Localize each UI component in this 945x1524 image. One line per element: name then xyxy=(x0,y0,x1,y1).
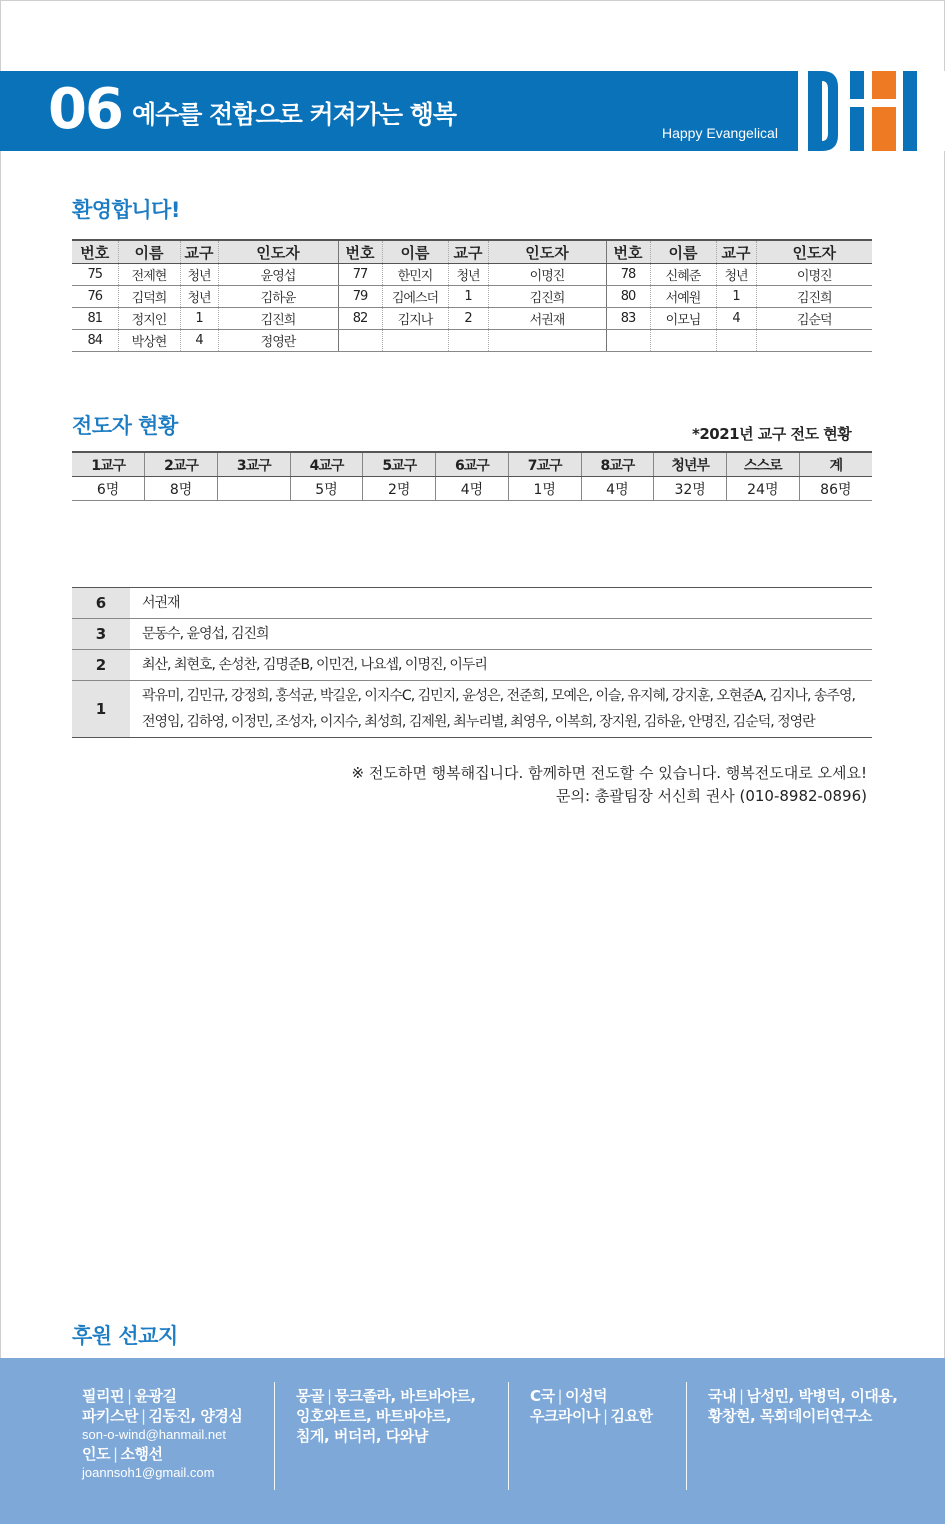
table-cell: 5명 xyxy=(290,477,363,501)
table-row xyxy=(72,650,872,681)
missionary-name: 소행선 xyxy=(120,1445,163,1463)
table-row xyxy=(72,308,872,330)
separator: | xyxy=(126,1387,132,1405)
table-row xyxy=(72,286,872,308)
table-cell: 김지나 xyxy=(382,308,448,330)
table-cell: 김진희 xyxy=(756,286,872,308)
evangelist-count: 6 xyxy=(72,588,130,619)
table-cell: 1 xyxy=(180,308,218,330)
table-cell: 83 xyxy=(606,308,650,330)
footnote xyxy=(352,762,867,808)
section-number: 06 xyxy=(48,77,122,142)
missionary-footer xyxy=(0,1358,945,1524)
col-header: 1교구 xyxy=(72,452,145,477)
table-row xyxy=(72,681,872,738)
table-cell: 77 xyxy=(338,264,382,286)
col-header: 인도자 xyxy=(488,240,606,264)
missionary-name: 잉호와트르, 바트바야르, xyxy=(296,1407,452,1425)
page-subtitle: Happy Evangelical xyxy=(662,125,778,141)
status-table xyxy=(72,451,872,501)
country-label: C국 xyxy=(530,1387,555,1405)
separator: | xyxy=(112,1445,118,1463)
table-cell: 청년 xyxy=(180,286,218,308)
table-cell: 서예원 xyxy=(650,286,716,308)
table-cell xyxy=(382,330,448,352)
col-header: 8교구 xyxy=(581,452,654,477)
table-cell: 82 xyxy=(338,308,382,330)
missionary-name: 뭉크졸라, 바트바야르, xyxy=(334,1387,476,1405)
evangelist-names: 서권재 xyxy=(130,588,872,619)
col-header: 6교구 xyxy=(436,452,509,477)
missionary-title: 후원 선교지 xyxy=(72,1324,178,1348)
table-cell: 1명 xyxy=(508,477,581,501)
table-cell: 청년 xyxy=(448,264,488,286)
evangelist-names: 곽유미, 김민규, 강정희, 홍석균, 박길운, 이지수C, 김민지, 윤성은, 전준희, 모예은, 이슬, 유지혜, 강지훈, 오현준A, 김지나, 송주영, 전영임, 김하영, 이정민, 조성자, 이지수, 최성희, 김제원, 최누리별, 최영우, 이복희, 장지원, 김하윤, 안명진, 김순덕, 정영란 xyxy=(130,681,872,738)
missionary-email: joannsoh1@gmail.com xyxy=(82,1465,215,1480)
missionary-name: 이성덕 xyxy=(565,1387,608,1405)
table-cell: 김진희 xyxy=(488,286,606,308)
table-row xyxy=(72,264,872,286)
col-header: 교구 xyxy=(716,240,756,264)
evangelist-count: 2 xyxy=(72,650,130,681)
missionary-col-2 xyxy=(296,1386,502,1446)
country-label: 국내 xyxy=(708,1387,736,1405)
table-cell: 한민지 xyxy=(382,264,448,286)
table-cell: 서권재 xyxy=(488,308,606,330)
col-header: 7교구 xyxy=(508,452,581,477)
missionary-col-4 xyxy=(708,1386,933,1426)
table-cell xyxy=(338,330,382,352)
separator: | xyxy=(326,1387,332,1405)
col-header: 인도자 xyxy=(756,240,872,264)
table-cell: 신혜준 xyxy=(650,264,716,286)
evangelist-count-table xyxy=(72,587,872,738)
table-cell: 4 xyxy=(716,308,756,330)
table-cell: 정영란 xyxy=(218,330,338,352)
col-header: 이름 xyxy=(650,240,716,264)
table-cell: 86명 xyxy=(799,477,872,501)
table-cell: 8명 xyxy=(145,477,218,501)
table-cell: 박상현 xyxy=(118,330,180,352)
missionary-name: 황창현, 목회데이터연구소 xyxy=(708,1407,872,1425)
country-label: 파키스탄 xyxy=(82,1407,138,1425)
table-cell: 6명 xyxy=(72,477,145,501)
table-cell: 이명진 xyxy=(756,264,872,286)
missionary-col-3 xyxy=(530,1386,680,1426)
church-logo-icon xyxy=(798,71,945,151)
table-cell: 청년 xyxy=(180,264,218,286)
table-cell: 1 xyxy=(716,286,756,308)
status-title: 전도자 현황 xyxy=(72,414,178,438)
col-header: 번호 xyxy=(338,240,382,264)
column-divider xyxy=(274,1382,275,1490)
table-cell: 24명 xyxy=(726,477,799,501)
table-cell: 이명진 xyxy=(488,264,606,286)
table-row xyxy=(72,619,872,650)
table-cell: 79 xyxy=(338,286,382,308)
missionary-name: 김동진, 양경심 xyxy=(148,1407,243,1425)
table-cell xyxy=(650,330,716,352)
table-cell: 78 xyxy=(606,264,650,286)
welcome-title: 환영합니다! xyxy=(72,198,181,222)
table-cell xyxy=(448,330,488,352)
missionary-email: son-o-wind@hanmail.net xyxy=(82,1427,226,1442)
col-header: 교구 xyxy=(180,240,218,264)
country-label: 몽골 xyxy=(296,1387,324,1405)
missionary-col-1 xyxy=(82,1386,268,1482)
welcome-table xyxy=(72,239,872,352)
table-cell: 80 xyxy=(606,286,650,308)
table-row xyxy=(72,330,872,352)
col-header: 스스로 xyxy=(726,452,799,477)
evangelist-names: 문동수, 윤영섭, 김진희 xyxy=(130,619,872,650)
evangelist-count: 3 xyxy=(72,619,130,650)
welcome-header-row xyxy=(72,240,872,264)
table-cell: 김에스더 xyxy=(382,286,448,308)
header-bar xyxy=(0,71,945,151)
evangelist-count: 1 xyxy=(72,681,130,738)
table-cell: 청년 xyxy=(716,264,756,286)
separator: | xyxy=(602,1407,608,1425)
col-header: 인도자 xyxy=(218,240,338,264)
col-header: 번호 xyxy=(606,240,650,264)
table-cell: 김덕희 xyxy=(118,286,180,308)
table-cell: 정지인 xyxy=(118,308,180,330)
status-value-row xyxy=(72,477,872,501)
col-header: 청년부 xyxy=(654,452,727,477)
table-cell xyxy=(488,330,606,352)
footnote-line1: ※ 전도하면 행복해집니다. 함께하면 전도할 수 있습니다. 행복전도대로 오세요! xyxy=(351,764,867,782)
footnote-contact: 문의: 총괄팀장 서신희 권사 (010-8982-0896) xyxy=(555,787,867,805)
page-title: 예수를 전함으로 커져가는 행복 xyxy=(132,100,457,129)
table-cell xyxy=(217,477,290,501)
table-cell: 75 xyxy=(72,264,118,286)
col-header: 2교구 xyxy=(145,452,218,477)
table-cell: 김진희 xyxy=(218,308,338,330)
table-cell: 2 xyxy=(448,308,488,330)
status-note: *2021년 교구 전도 현황 xyxy=(692,425,852,443)
col-header: 5교구 xyxy=(363,452,436,477)
table-cell: 1 xyxy=(448,286,488,308)
column-divider xyxy=(508,1382,509,1490)
table-cell: 4명 xyxy=(581,477,654,501)
table-cell: 김하윤 xyxy=(218,286,338,308)
table-cell: 윤영섭 xyxy=(218,264,338,286)
col-header: 3교구 xyxy=(217,452,290,477)
table-cell: 84 xyxy=(72,330,118,352)
table-cell: 김순덕 xyxy=(756,308,872,330)
table-cell: 2명 xyxy=(363,477,436,501)
table-cell xyxy=(756,330,872,352)
missionary-name: 김요한 xyxy=(610,1407,653,1425)
separator: | xyxy=(140,1407,146,1425)
country-label: 우크라이나 xyxy=(530,1407,600,1425)
table-cell: 32명 xyxy=(654,477,727,501)
table-cell: 이모님 xyxy=(650,308,716,330)
col-header: 교구 xyxy=(448,240,488,264)
missionary-name: 남성민, 박병덕, 이대용, xyxy=(746,1387,898,1405)
column-divider xyxy=(686,1382,687,1490)
evangelist-names: 최산, 최현호, 손성찬, 김명준B, 이민건, 나요셉, 이명진, 이두리 xyxy=(130,650,872,681)
col-header: 4교구 xyxy=(290,452,363,477)
col-header: 번호 xyxy=(72,240,118,264)
status-header-row xyxy=(72,452,872,477)
table-cell xyxy=(606,330,650,352)
country-label: 필리핀 xyxy=(82,1387,124,1405)
separator: | xyxy=(557,1387,563,1405)
missionary-name: 침게, 버더러, 다와냠 xyxy=(296,1427,428,1445)
country-label: 인도 xyxy=(82,1445,110,1463)
table-cell: 81 xyxy=(72,308,118,330)
separator: | xyxy=(738,1387,744,1405)
missionary-name: 윤광길 xyxy=(134,1387,177,1405)
col-header: 계 xyxy=(799,452,872,477)
table-cell: 전제현 xyxy=(118,264,180,286)
col-header: 이름 xyxy=(382,240,448,264)
table-cell: 4 xyxy=(180,330,218,352)
col-header: 이름 xyxy=(118,240,180,264)
table-cell: 76 xyxy=(72,286,118,308)
table-cell xyxy=(716,330,756,352)
table-cell: 4명 xyxy=(436,477,509,501)
table-row xyxy=(72,588,872,619)
